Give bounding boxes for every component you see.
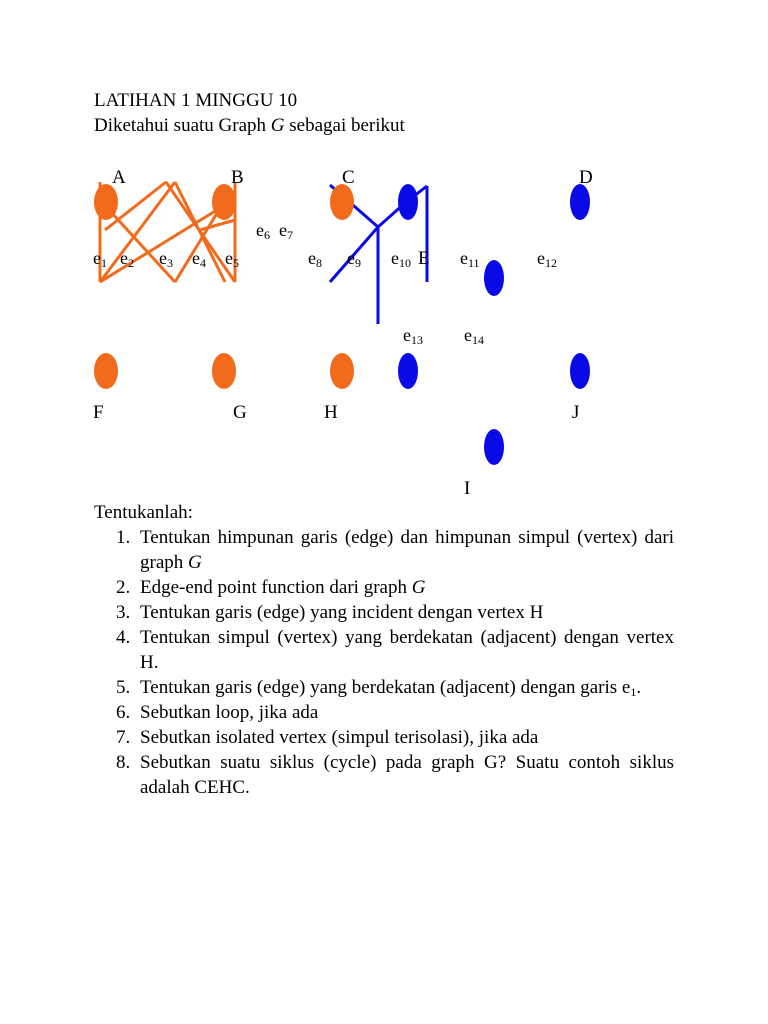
task-number: 1. [116,527,131,548]
edge-label-e11: e11 [460,248,480,270]
subscript: 1 [630,685,637,699]
task-text-end: . [636,677,642,698]
vertex-label-e: E [418,248,430,269]
task-text: Sebutkan loop, jika ada [140,702,319,723]
vertex-e [484,260,504,296]
task-number: 6. [116,702,131,723]
vertex-label-b: B [231,167,244,188]
vertex-blue-1 [398,184,418,220]
edge-label-e14: e14 [464,325,484,347]
task-item [94,525,674,575]
vertex-j [570,353,590,389]
edge-label-e13: e13 [403,325,423,347]
task-text: Sebutkan suatu siklus (cycle) pada graph G? Suatu contoh siklus adalah CEHC. [140,752,674,798]
edge-label-e12: e12 [537,248,557,270]
task-text: Tentukan garis (edge) yang berdekatan (adjacent) dengan garis e [140,677,631,698]
graph-symbol: G [188,552,202,573]
vertex-a [94,184,118,220]
vertex-i [484,429,504,465]
task-text: Tentukan himpunan garis (edge) dan himpunan simpul (vertex) dari graph [140,527,674,573]
edge-label-e10: e10 [391,248,411,270]
vertex-label-h: H [324,402,338,423]
task-item [94,725,674,750]
vertex-blue-2 [398,353,418,389]
edge-label-e8: e8 [308,248,322,270]
task-item [94,575,674,600]
edge-label-e1: e1 [93,248,107,270]
vertex-b [212,184,236,220]
task-text: Sebutkan isolated vertex (simpul terisolasi), jika ada [140,727,539,748]
edge-label-e4: e4 [192,248,206,270]
task-section [94,500,674,800]
task-number: 3. [116,602,131,623]
task-number: 2. [116,577,131,598]
vertex-c [330,184,354,220]
vertex-label-i: I [464,478,471,499]
edge-label-e3: e3 [159,248,173,270]
task-number: 8. [116,752,131,773]
vertex-label-d: D [579,167,593,188]
edge-label-e7: e7 [279,220,293,242]
task-text: Edge-end point function dari graph [140,577,412,598]
task-item [94,675,674,700]
vertex-label-f: F [93,402,104,423]
vertex-h [330,353,354,389]
task-item [94,625,674,675]
subtitle-text: Diketahui suatu Graph [94,115,271,136]
edge-label-e6: e6 [256,220,270,242]
task-list [94,525,674,800]
edge-label-e5: e5 [225,248,239,270]
edge-label-e9: e9 [347,248,361,270]
task-item [94,750,674,800]
edge-label-e2: e2 [120,248,134,270]
vertex-d [570,184,590,220]
graph-symbol: G [411,577,426,598]
edge-line [200,220,235,230]
vertex-f [94,353,118,389]
vertex-label-a: A [112,167,126,188]
task-text: Tentukan simpul (vertex) yang berdekatan (adjacent) dengan vertex H. [140,627,674,673]
subtitle-text-end: sebagai berikut [284,115,405,136]
vertex-label-c: C [342,167,355,188]
task-heading: Tentukanlah: [94,502,193,523]
vertex-g [212,353,236,389]
graph-diagram [0,150,768,500]
page-title: LATIHAN 1 MINGGU 10 [94,90,298,111]
graph-symbol: G [270,115,285,136]
task-number: 4. [116,627,131,648]
page-subtitle [94,114,405,138]
task-number: 5. [116,677,131,698]
vertex-label-j: J [572,402,580,423]
task-item [94,600,674,625]
task-text: Tentukan garis (edge) yang incident dengan vertex H [140,602,544,623]
task-item [94,700,674,725]
task-number: 7. [116,727,131,748]
vertex-label-g: G [233,402,247,423]
